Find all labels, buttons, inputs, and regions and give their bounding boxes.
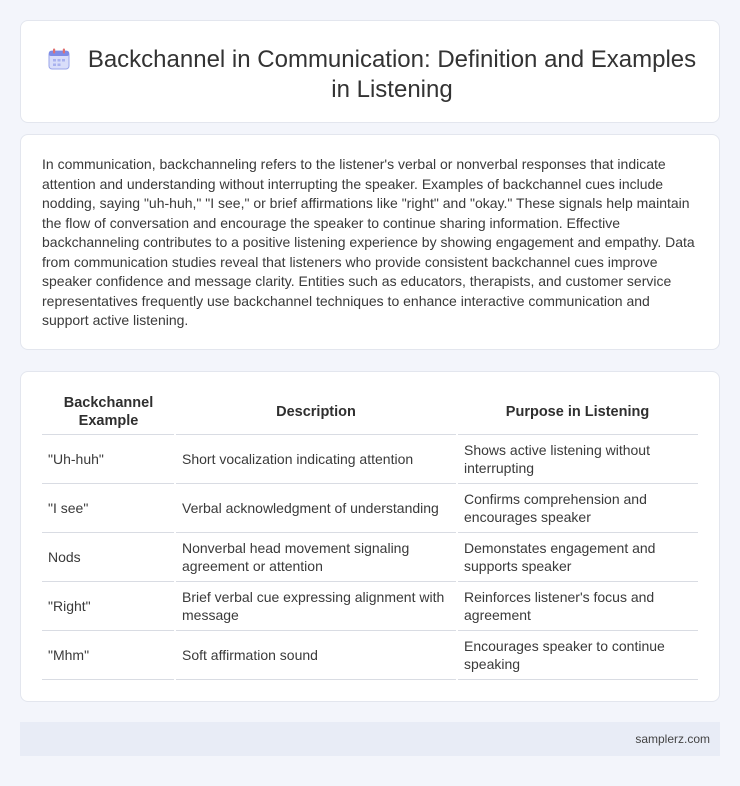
page-title: Backchannel in Communication: Definition and Examples in Listening — [87, 46, 697, 103]
cell-description: Verbal acknowledgment of understanding — [175, 483, 457, 532]
column-header-example: Backchannel Example — [42, 390, 175, 434]
table-header-row — [42, 390, 698, 434]
cell-purpose: Encourages speaker to continue speaking — [457, 630, 698, 679]
backchannel-table — [42, 390, 698, 680]
cell-description: Soft affirmation sound — [175, 630, 457, 679]
cell-example: "Uh-huh" — [42, 434, 175, 483]
cell-example: "I see" — [42, 483, 175, 532]
intro-paragraph: In communication, backchanneling refers to the listener's verbal or nonverbal responses that indicate attention and understanding without interrupting the speaker. Examples of backchannel cues include nodding, saying "uh-huh," "I see," or brief affirmations like "right" and "okay." These signals help maintain the flow of conversation and encourage the speaker to continue sharing information. Effective backchanneling contributes to a positive listening experience by showing engagement and empathy. Data from communication studies reveal that listeners who provide consistent backchannel cues improve speaker confidence and message clarity. Entities such as educators, therapists, and customer service representatives frequently use backchannel techniques to enhance interactive communication and support active listening. — [42, 156, 695, 328]
table-row — [42, 434, 698, 483]
cell-example: "Right" — [42, 581, 175, 630]
column-header-description: Description — [175, 390, 457, 434]
cell-example: Nods — [42, 532, 175, 581]
table-row — [42, 532, 698, 581]
table-row — [42, 581, 698, 630]
footer-bar — [20, 722, 720, 756]
cell-description: Nonverbal head movement signaling agreement or attention — [175, 532, 457, 581]
cell-purpose: Reinforces listener's focus and agreement — [457, 581, 698, 630]
cell-purpose: Demonstates engagement and supports speaker — [457, 532, 698, 581]
cell-description: Short vocalization indicating attention — [175, 434, 457, 483]
intro-card — [20, 134, 720, 350]
calendar-icon — [48, 48, 70, 70]
footer-site-link[interactable]: samplerz.com — [635, 732, 710, 746]
cell-purpose: Confirms comprehension and encourages speaker — [457, 483, 698, 532]
table-row — [42, 630, 698, 679]
table-card — [20, 371, 720, 702]
cell-description: Brief verbal cue expressing alignment with message — [175, 581, 457, 630]
cell-example: "Mhm" — [42, 630, 175, 679]
title-card — [20, 20, 720, 123]
column-header-purpose: Purpose in Listening — [457, 390, 698, 434]
cell-purpose: Shows active listening without interrupting — [457, 434, 698, 483]
table-row — [42, 483, 698, 532]
